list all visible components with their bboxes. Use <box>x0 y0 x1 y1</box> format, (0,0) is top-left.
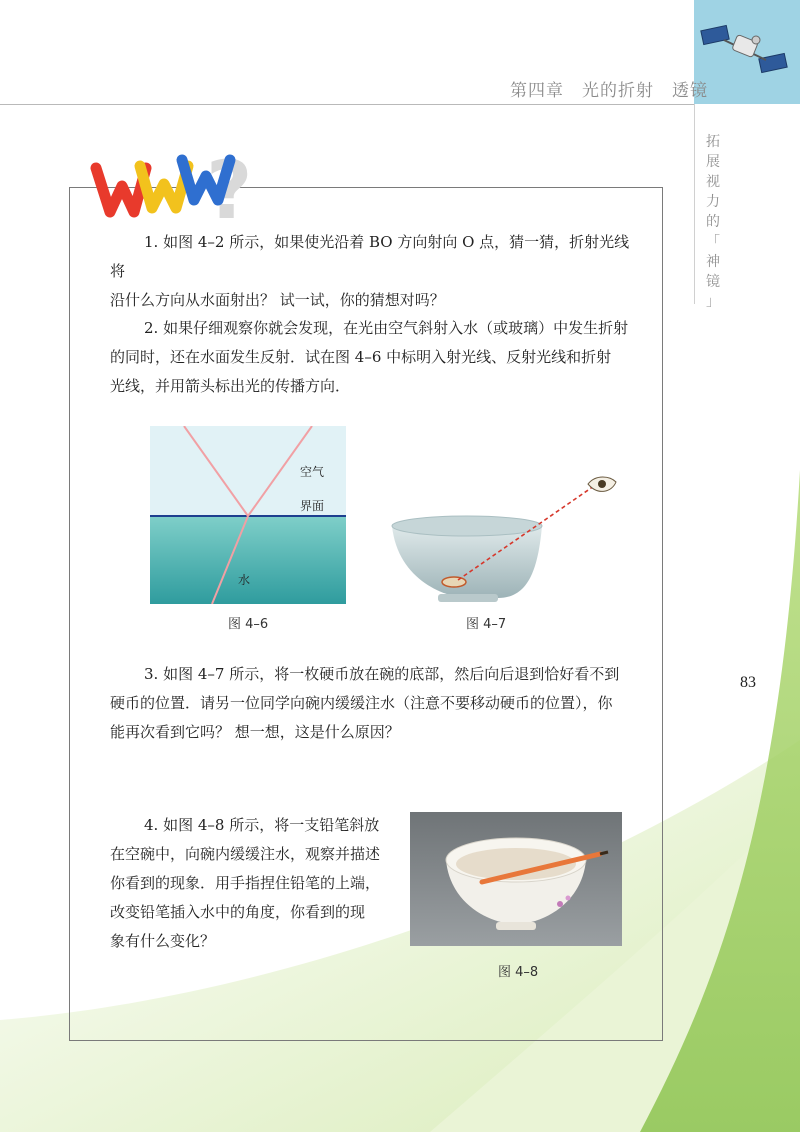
bowl-body <box>392 526 542 598</box>
sidebar-char: 镜 <box>706 274 720 290</box>
question-line: 4. 如图 4–8 所示，将一支铅笔斜放 <box>144 816 380 834</box>
question-line: 在空碗中，向碗内缓缓注水，观察并描述 <box>110 845 381 863</box>
question-3 <box>110 660 640 747</box>
caption-4-8: 图 4–8 <box>498 965 539 980</box>
sidebar-char: 视 <box>706 174 720 190</box>
label-air: 空气 <box>300 465 325 479</box>
label-interface: 界面 <box>300 499 325 513</box>
page-number: 83 <box>740 674 756 691</box>
question-line: 1. 如图 4–2 所示，如果使光沿着 BO 方向射向 O 点，猜一猜，折射光线将 <box>110 233 630 280</box>
question-line: 3. 如图 4–7 所示，将一枚硬币放在碗的底部，然后向后退到恰好看不到 <box>144 665 620 683</box>
sidebar-char: 展 <box>706 154 720 170</box>
sidebar-char: 神 <box>706 254 720 270</box>
sidebar-char: 力 <box>706 194 720 210</box>
question-line: 沿什么方向从水面射出？ 试一试，你的猜想对吗？ <box>110 291 445 309</box>
question-line: 的同时，还在水面发生反射．试在图 4–6 中标明入射光线、反射光线和折射 <box>110 348 612 366</box>
question-line: 象有什么变化？ <box>110 932 216 950</box>
chapter-title: 第四章 光的折射 透镜 <box>510 81 708 101</box>
sidebar-char: 的 <box>706 214 720 230</box>
figure-4-6-refraction-diagram <box>150 426 346 604</box>
question-1 <box>110 228 640 315</box>
question-line: 能再次看到它吗？ 想一想，这是什么原因？ <box>110 723 400 741</box>
sidebar-char: 拓 <box>706 134 720 150</box>
caption-4-7: 图 4–7 <box>466 617 507 632</box>
satellite-icon <box>694 0 800 104</box>
question-line: 你看到的现象．用手指捏住铅笔的上端， <box>110 874 381 892</box>
sidebar-char: 「 <box>706 234 720 250</box>
label-water: 水 <box>238 573 251 587</box>
side-divider <box>694 104 695 304</box>
sidebar-vertical-title <box>704 132 722 312</box>
bowl-foot <box>496 922 536 930</box>
satellite-corner-box <box>694 0 800 104</box>
pencil-tip <box>600 852 608 854</box>
bowl-foot <box>438 594 498 602</box>
svg-text:?: ? <box>206 144 253 228</box>
question-2 <box>110 314 640 401</box>
bowl-rim <box>392 516 542 536</box>
question-4 <box>110 811 410 956</box>
question-line: 2. 如果仔细观察你就会发现，在光由空气斜射入水（或玻璃）中发生折射 <box>144 319 629 337</box>
caption-4-6: 图 4–6 <box>228 617 269 632</box>
coin <box>442 577 466 587</box>
question-line: 改变铅笔插入水中的角度，你看到的现 <box>110 903 366 921</box>
question-line: 光线，并用箭头标出光的传播方向． <box>110 377 351 395</box>
www-question-logo <box>88 138 278 228</box>
header-rule <box>0 104 694 105</box>
figure-4-8-bowl-pencil-photo <box>410 812 622 946</box>
water-region <box>150 516 346 604</box>
question-line: 硬币的位置．请另一位同学向碗内缓缓注水（注意不要移动硬币的位置），你 <box>110 694 613 712</box>
figure-4-7-bowl-coin <box>388 470 628 610</box>
sidebar-char: 」 <box>706 294 720 310</box>
